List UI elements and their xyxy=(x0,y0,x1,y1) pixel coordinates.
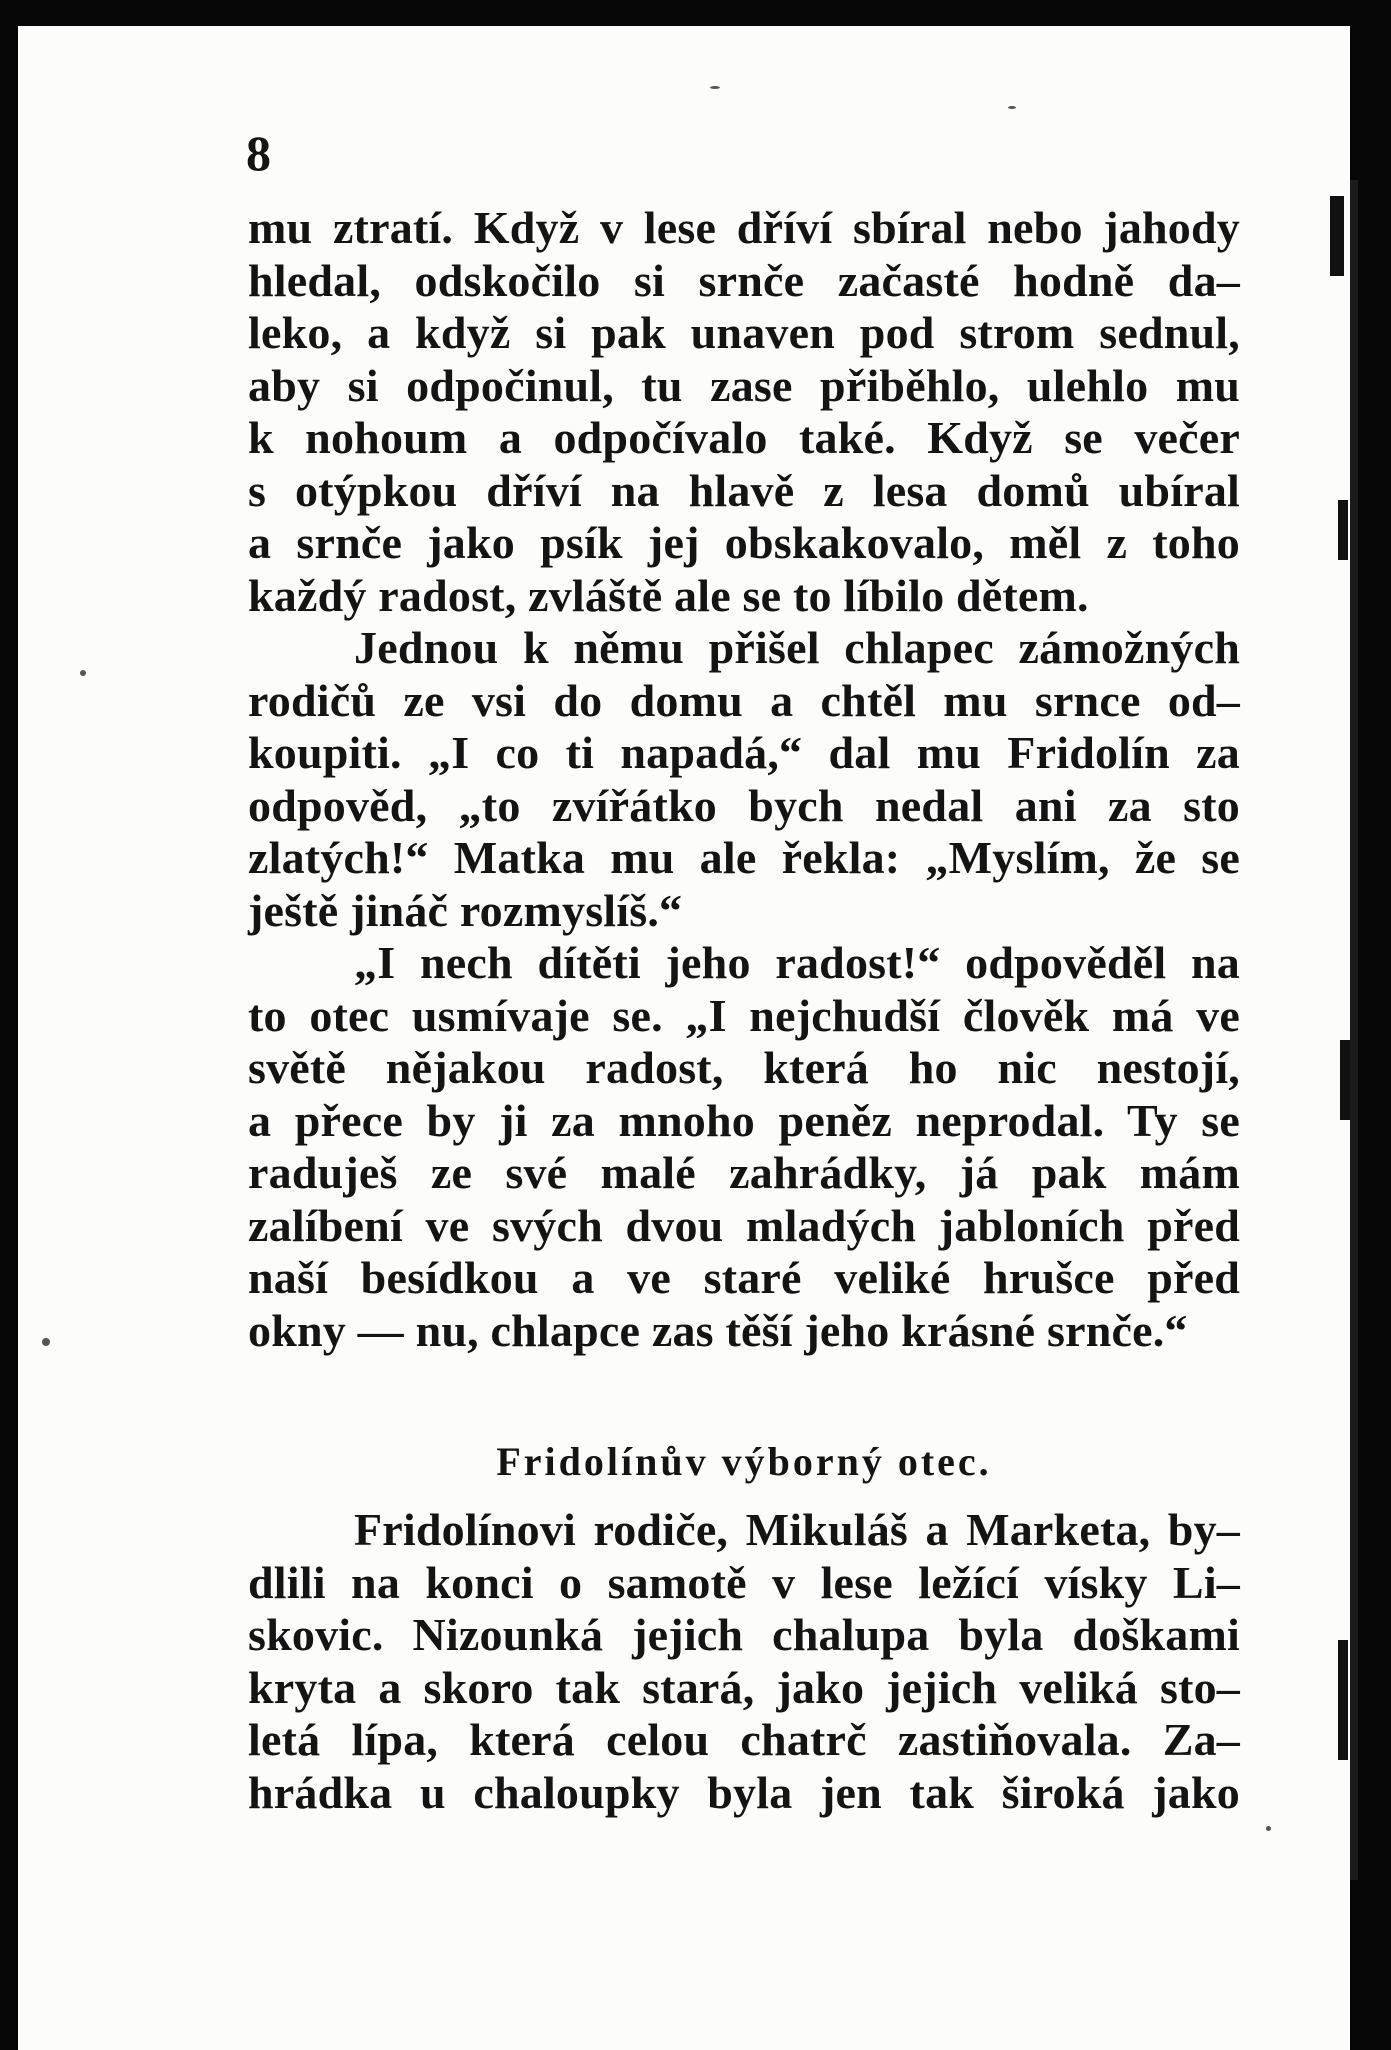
scan-speck xyxy=(80,670,86,676)
text-line: aby si odpočinul, tu zase přiběhlo, ulehlo mu xyxy=(248,359,1240,411)
text-line: naší besídkou a ve staré veliké hrušce před xyxy=(248,1252,1240,1303)
binding-mark xyxy=(1338,500,1348,560)
page-number: 8 xyxy=(246,125,271,181)
text-line: a srnče jako psík jej obskakovalo, měl z toho xyxy=(248,517,1240,568)
text-line: dlili na konci o samotě v lese ležící vísky Li– xyxy=(248,1556,1240,1608)
text-line: to otec usmívaje se. „I nejchudší člověk má ve xyxy=(248,989,1240,1041)
text-line: každý radost, zvláště ale se to líbilo dětem. xyxy=(248,569,1089,621)
binding-shadow xyxy=(1350,180,1358,1880)
text-line: „I nech dítěti jeho radost!“ odpověděl na xyxy=(354,937,1240,988)
text-line: odpověd, „to zvířátko bych nedal ani za sto xyxy=(248,779,1240,831)
text-line: ještě jináč rozmyslíš.“ xyxy=(248,884,683,936)
text-line: skovic. Nizounká jejich chalupa byla doškami xyxy=(248,1609,1240,1660)
book-page xyxy=(18,26,1350,2050)
text-line: rodičů ze vsi do domu a chtěl mu srnce od– xyxy=(248,674,1240,726)
text-line: hrádka u chaloupky byla jen tak široká jako xyxy=(248,1766,1240,1818)
text-line: okny — nu, chlapce zas těší jeho krásné srnče.“ xyxy=(248,1304,1188,1356)
text-line: k nohoum a odpočívalo také. Když se večer xyxy=(248,412,1240,463)
text-line: Jednou k němu přišel chlapec zámožných xyxy=(354,622,1240,673)
binding-mark xyxy=(1338,1640,1348,1760)
scan-speck xyxy=(1008,106,1016,109)
text-line: hledal, odskočilo si srnče začasté hodně da– xyxy=(248,254,1240,306)
binding-mark xyxy=(1330,196,1344,276)
scan-speck xyxy=(42,1338,50,1346)
binding-mark xyxy=(1340,1040,1350,1120)
text-line: raduješ ze své malé zahrádky, já pak mám xyxy=(248,1147,1240,1198)
text-line: koupiti. „I co ti napadá,“ dal mu Fridolín za xyxy=(248,727,1240,778)
text-line: leko, a když si pak unaven pod strom sednul, xyxy=(248,307,1240,358)
scan-speck xyxy=(1266,1826,1271,1831)
text-line: mu ztratí. Když v lese dříví sbíral nebo jahody xyxy=(248,202,1240,253)
section-heading: Fridolínův výborný otec. xyxy=(496,1439,992,1484)
section-one-text xyxy=(248,202,1240,1357)
text-line: světě nějakou radost, která ho nic nestojí, xyxy=(248,1042,1240,1093)
text-line: letá lípa, která celou chatrč zastiňovala. Za– xyxy=(248,1714,1240,1765)
section-two-text xyxy=(248,1504,1240,1819)
text-line: Fridolínovi rodiče, Mikuláš a Marketa, by– xyxy=(354,1504,1240,1555)
text-line: zlatých!“ Matka mu ale řekla: „Myslím, že se xyxy=(248,832,1240,883)
scan-speck xyxy=(710,86,720,89)
text-line: zalíbení ve svých dvou mladých jabloních před xyxy=(248,1199,1240,1251)
text-line: a přece by ji za mnoho peněz neprodal. Ty se xyxy=(248,1094,1240,1146)
text-line: s otýpkou dříví na hlavě z lesa domů ubíral xyxy=(248,464,1240,516)
text-line: kryta a skoro tak stará, jako jejich veliká sto– xyxy=(248,1661,1240,1713)
